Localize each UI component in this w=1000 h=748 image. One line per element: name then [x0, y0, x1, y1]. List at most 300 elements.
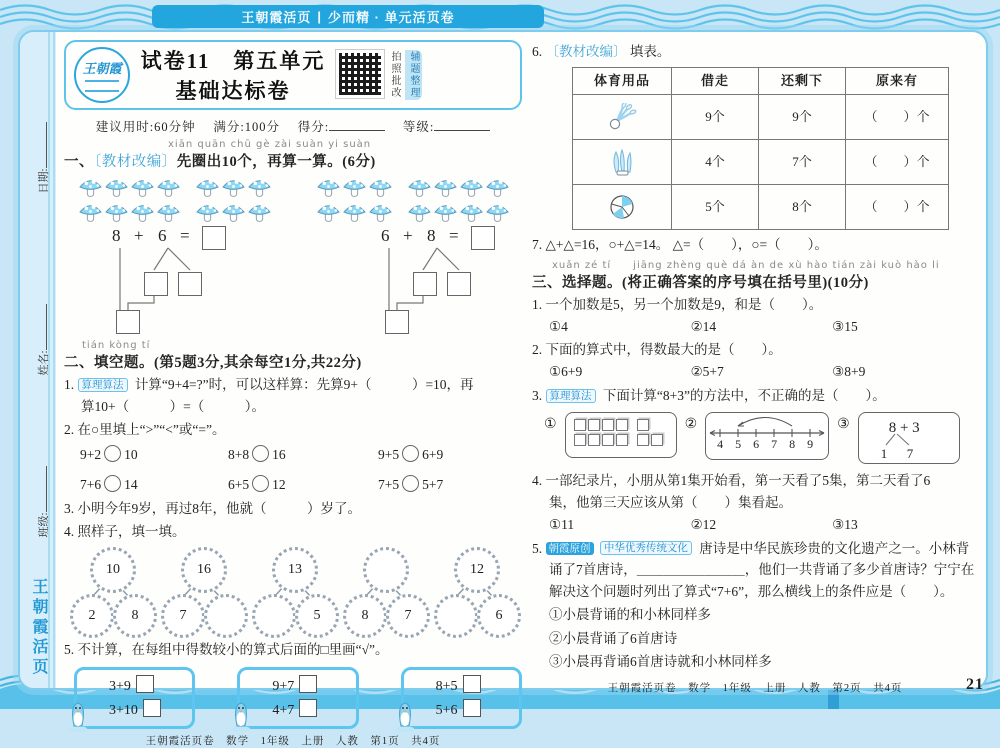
mushroom-icon [433, 175, 458, 199]
adapted-tag: 〔教材改编〕 [545, 44, 627, 59]
sum-group [74, 667, 195, 729]
qr-caption-inner: 拍照批改 [389, 51, 400, 99]
split-box [178, 272, 202, 296]
check-box [136, 675, 154, 693]
mushroom-icon [433, 200, 458, 224]
equals-sign: = [449, 226, 459, 245]
flower-total [363, 547, 409, 593]
item-text: 照样子，填一填。 [77, 524, 186, 540]
compare-circle [252, 445, 269, 462]
mushroom-icon [368, 175, 393, 199]
cube-icon [651, 434, 663, 446]
decomposition-exercises [94, 226, 522, 336]
cube-icon [574, 419, 586, 431]
qr-caption-outer: 辅题整理 [405, 50, 422, 100]
make-ten-box [385, 310, 409, 334]
banner-subtitle: 少而精 · 单元活页卷 [328, 10, 455, 25]
cube-icon [574, 434, 586, 446]
choice-option: ①6+9 [549, 364, 583, 380]
mushroom-cluster [195, 175, 272, 224]
item-number: 4. [532, 473, 543, 489]
flower-part: 7 [161, 594, 205, 638]
sum-group [401, 667, 522, 729]
cube-icon [637, 419, 649, 431]
table-row [573, 94, 949, 139]
penguin-mascot-icon [67, 700, 89, 732]
question-text: 唐诗是中华民族珍贵的文化遗产之一。小林背 [699, 540, 970, 556]
borrowed-cell: 5个 [672, 184, 759, 229]
plus-sign: + [403, 226, 413, 245]
choices-row [549, 361, 978, 383]
page-number: 21 [966, 676, 984, 694]
expression-row [436, 675, 519, 699]
right-page-footer [532, 676, 984, 695]
section3-heading [532, 271, 978, 292]
flower-tree [343, 547, 425, 637]
original-badge: 朝霞原创 [546, 542, 594, 555]
date-field [35, 103, 51, 213]
expression: 4+7 [272, 702, 295, 718]
cube-icon [637, 434, 649, 446]
flower-part: 8 [343, 594, 387, 638]
fill-item-2 [64, 419, 522, 497]
date-blank [37, 122, 47, 168]
mushroom-cluster [78, 175, 181, 224]
penguin-mascot-icon [230, 700, 252, 732]
flower-part: 6 [477, 594, 521, 638]
tick-label: 7 [771, 437, 778, 452]
question-text: 下面计算“8+3”的方法中，不正确的是（ ）。 [602, 388, 886, 404]
borrowed-cell: 9个 [672, 94, 759, 139]
left-page [64, 40, 522, 748]
choice-option: ①小晨背诵的和小林同样多 [549, 607, 711, 623]
original-cell: （ ）个 [846, 184, 949, 229]
sum-group [237, 667, 358, 729]
choices-row [549, 316, 978, 338]
mushroom-icon [342, 200, 367, 224]
section1-points: (6分) [342, 154, 376, 170]
mushroom-row [316, 200, 393, 224]
split-box [447, 272, 471, 296]
right-page [532, 40, 984, 695]
addend-2: 8 [427, 226, 436, 245]
mushroom-icon [459, 200, 484, 224]
choice-option: ①11 [549, 516, 575, 532]
item-text: 计算“9+4=?”时，可以这样算：先算9+（ ）=10，再 [134, 377, 474, 392]
class-label: 班级: [38, 512, 50, 538]
section1-number: 一、 [64, 154, 94, 170]
name-label: 姓名: [38, 350, 50, 376]
compare-circle [252, 475, 269, 492]
check-box [463, 699, 481, 717]
cube-group [637, 434, 663, 446]
grade-label: 等级: [402, 120, 435, 134]
tick-label: 9 [807, 437, 814, 452]
item-number: 3. [64, 501, 75, 517]
choice-question-5 [532, 538, 978, 674]
mushroom-icon [130, 200, 155, 224]
section2-pinyin: tián kòng tí [82, 340, 151, 351]
item-text: 填表。 [629, 44, 671, 59]
item-text: 在○里填上“>”“<”或“=”。 [77, 421, 226, 437]
logo-text: 王朝霞 [82, 61, 122, 76]
compare-circle [402, 445, 419, 462]
section2-title: 填空题。 [94, 355, 154, 371]
cube-group [574, 419, 628, 431]
item-text: 小明今年9岁，再过8年，他就（ ）岁了。 [77, 501, 361, 517]
date-label: 日期: [38, 168, 50, 194]
qr-block [336, 50, 512, 100]
cube-icon [616, 434, 628, 446]
make-ten-box [116, 310, 140, 334]
comparison-cell [378, 444, 522, 466]
original-cell: （ ）个 [846, 94, 949, 139]
item-icon-cell [573, 184, 672, 229]
number-bond-flowers [70, 547, 522, 637]
table-header-row [573, 67, 949, 94]
addend-2: 6 [158, 226, 167, 245]
ball-icon [608, 193, 636, 221]
mushroom-icon [368, 200, 393, 224]
comparison-cell [378, 474, 522, 496]
flower-part: 2 [70, 594, 114, 638]
tick-label: 8 [789, 437, 796, 452]
flower-part [434, 594, 478, 638]
choice-option: ③小晨再背诵6首唐诗就和小林同样多 [549, 654, 772, 670]
check-box [299, 675, 317, 693]
mushroom-row [195, 175, 272, 199]
item-number: 4. [64, 524, 75, 540]
score-label: 得分: [297, 120, 330, 134]
sports-equipment-table [572, 67, 949, 230]
item-number: 3. [532, 388, 543, 404]
cube-row [574, 434, 670, 446]
fill-item-4 [64, 521, 522, 637]
answer-box [202, 226, 226, 250]
mushroom-icon [130, 175, 155, 199]
cube-group [637, 419, 649, 431]
mushroom-icon [485, 175, 510, 199]
question-text: 下面的算式中，得数最大的是（ ）。 [545, 342, 782, 358]
answer-box [471, 226, 495, 250]
equals-sign: = [180, 226, 190, 245]
test-meta-line [64, 117, 522, 135]
right-expression: 10 [124, 446, 138, 462]
decomposition-diagram [858, 412, 960, 464]
column-header: 原来有 [846, 67, 949, 94]
flower-total: 10 [90, 547, 136, 593]
mushroom-icon [78, 175, 103, 199]
culture-badge: 中华优秀传统文化 [600, 541, 692, 555]
expression: 5+6 [435, 702, 458, 718]
expression-row [109, 699, 192, 723]
flower-tree [252, 547, 334, 637]
column-header: 体育用品 [573, 67, 672, 94]
check-box [463, 675, 481, 693]
suggested-time: 建议用时:60分钟 [95, 120, 196, 134]
right-expression: 16 [272, 446, 286, 462]
flower-part: 8 [113, 594, 157, 638]
section1-pinyin: xiān quān chū gè zài suàn yi suàn [168, 139, 372, 150]
mushroom-row [316, 175, 393, 199]
remaining-cell: 7个 [759, 139, 846, 184]
choice-question-3 [532, 385, 978, 464]
mushroom-icon [221, 175, 246, 199]
check-box [299, 699, 317, 717]
plus-sign: + [134, 226, 144, 245]
item-number: 6. [532, 44, 543, 59]
name-blank [37, 304, 47, 350]
choices-row [549, 514, 978, 536]
choice-option: ②小晨背诵了6首唐诗 [549, 630, 678, 646]
fill-item-1 [64, 374, 522, 418]
check-box [143, 699, 161, 717]
worksheet-paper [18, 30, 988, 747]
choice-option: ③15 [832, 318, 858, 334]
flower-part [252, 594, 296, 638]
item-number: 7. [532, 236, 543, 252]
adapted-tag: 〔教材改编〕 [94, 154, 177, 170]
item-text: 不计算，在每组中得数较小的算式后面的□里画“√”。 [77, 642, 389, 658]
right-expression: 14 [124, 477, 138, 493]
item-text: △+△=16，○+△=14。 △=（ ），○=（ ）。 [545, 236, 828, 252]
item-text: 算10+（ ）=（ ）。 [81, 398, 265, 414]
mushroom-icon [316, 200, 341, 224]
penguin-mascot-icon [394, 700, 416, 732]
comparison-cell [80, 444, 228, 466]
addend-1: 8 [112, 226, 121, 245]
expression: 3+10 [109, 702, 138, 718]
score-blank [329, 120, 385, 131]
flower-part [204, 594, 248, 638]
brand-name: 王朝霞活页 [241, 10, 312, 25]
class-blank [37, 466, 47, 512]
mushroom-icon [195, 200, 220, 224]
test-header-box [64, 40, 522, 110]
method-badge: 算理算法 [546, 389, 596, 403]
cube-icon [616, 419, 628, 431]
item-number: 5. [532, 540, 543, 556]
banner-divider: | [317, 9, 323, 24]
publisher-logo [74, 47, 130, 103]
choice-option: ②5+7 [690, 364, 724, 380]
cube-icon [602, 419, 614, 431]
item-number: 2. [532, 342, 543, 358]
cubes-diagram [565, 412, 677, 458]
full-score: 满分:100分 [213, 120, 281, 134]
split-box [413, 272, 437, 296]
left-expression: 9+2 [80, 446, 102, 462]
right-expression: 6+9 [422, 446, 444, 462]
choice-option: ①4 [549, 318, 568, 334]
flower-total: 12 [454, 547, 500, 593]
qr-code-icon [336, 50, 384, 98]
section1-heading [64, 150, 522, 171]
decomposition-1 [94, 226, 253, 336]
decomposition-2 [363, 226, 522, 336]
mushroom-row [195, 200, 272, 224]
left-expression: 9+5 [378, 446, 400, 462]
cube-row [574, 419, 670, 431]
split-number: 1 [880, 446, 888, 462]
question-text: 诵了7首唐诗，＿＿＿＿＿＿＿＿，他们一共背诵了多少首唐诗？宁宁在 [549, 562, 975, 578]
borrowed-cell: 4个 [672, 139, 759, 184]
tick-label: 4 [717, 437, 724, 452]
left-page-footer: 王朝霞活页卷 数学 1年级 上册 人教 第1页 共4页 [145, 735, 441, 747]
choice-question-4 [532, 470, 978, 536]
mushroom-row [407, 200, 510, 224]
expression-row [109, 675, 192, 699]
mushroom-exercise [78, 175, 510, 224]
mushroom-icon [459, 175, 484, 199]
compare-circle [104, 445, 121, 462]
choice-option: ②14 [690, 318, 717, 334]
method-badge: 算理算法 [78, 378, 128, 392]
mushroom-row [407, 175, 510, 199]
mushroom-icon [407, 175, 432, 199]
mushroom-row [78, 200, 181, 224]
mushroom-cluster [316, 175, 393, 224]
smaller-sum-groups [74, 667, 522, 729]
column-header: 还剩下 [759, 67, 846, 94]
item-icon-cell [573, 139, 672, 184]
flower-part: 7 [386, 594, 430, 638]
item-number: 1. [532, 296, 543, 312]
item-number: 5. [64, 642, 75, 658]
expression-row [272, 675, 355, 699]
mushroom-problem-1 [78, 175, 272, 224]
mushroom-problem-2 [316, 175, 510, 224]
table-row [573, 184, 949, 229]
expression: 9+7 [272, 678, 295, 694]
left-expression: 7+6 [80, 477, 102, 493]
item-number: 2. [64, 421, 75, 437]
section2-points: (第5题3分,其余每空1分,共22分) [154, 355, 362, 371]
number-line-labels [711, 435, 819, 454]
diagram-label: ① [544, 417, 557, 433]
fill-item-7 [532, 234, 978, 256]
comparison-cell [228, 444, 378, 466]
comparison-grid [80, 444, 522, 497]
footer-text: 王朝霞活页卷 数学 1年级 上册 人教 第2页 共4页 [607, 683, 903, 695]
mushroom-icon [407, 200, 432, 224]
fill-item-3 [64, 498, 522, 520]
right-expression: 5+7 [422, 477, 444, 493]
section2-heading [64, 351, 522, 372]
question-text: 集，他第三天应该从第（ ）集看起。 [549, 494, 792, 510]
flower-tree [434, 547, 516, 637]
split-box [144, 272, 168, 296]
mushroom-icon [195, 175, 220, 199]
mushroom-icon [104, 175, 129, 199]
mushroom-row [78, 175, 181, 199]
question-text: 一个加数是5，另一个加数是9，和是（ ）。 [545, 296, 823, 312]
question-text: 一部纪录片，小朋从第1集开始看，第一天看了5集，第二天看了6 [545, 473, 931, 489]
choice-option: ③8+9 [832, 364, 866, 380]
expression-row [272, 699, 355, 723]
flower-part: 5 [295, 594, 339, 638]
table-row [573, 139, 949, 184]
remaining-cell: 8个 [759, 184, 846, 229]
flower-total: 16 [181, 547, 227, 593]
cube-group [574, 434, 628, 446]
left-expression: 8+8 [228, 446, 250, 462]
comparison-cell [228, 474, 378, 496]
expression: 8 + 3 [888, 420, 920, 437]
expression: 8+5 [435, 678, 458, 694]
comparison-cell [80, 474, 228, 496]
mushroom-icon [78, 200, 103, 224]
split-number: 7 [906, 446, 914, 462]
left-expression: 7+5 [378, 477, 400, 493]
shuttlecock-icon [607, 103, 637, 131]
spine-brand-logo: 王朝霞活页 [30, 578, 47, 678]
choice-question-1 [532, 294, 978, 338]
compare-circle [402, 475, 419, 492]
mushroom-icon [247, 175, 272, 199]
mushroom-icon [342, 175, 367, 199]
class-field [35, 447, 51, 557]
fill-item-6 [532, 41, 978, 230]
choice-option: ②12 [690, 516, 717, 532]
flower-tree [161, 547, 243, 637]
mushroom-icon [221, 200, 246, 224]
mushroom-icon [316, 175, 341, 199]
tick-label: 6 [753, 437, 760, 452]
left-expression: 6+5 [228, 477, 250, 493]
section3-pinyin: xuǎn zé tí jiāng zhèng què dá àn de xù hào tián zài kuò hào li [552, 259, 940, 271]
section1-title: 先圈出10个，再算一算。 [176, 154, 343, 170]
mushroom-icon [104, 200, 129, 224]
item-icon-cell [573, 94, 672, 139]
compare-circle [104, 475, 121, 492]
cube-icon [602, 434, 614, 446]
series-banner [152, 5, 544, 28]
addend-1: 6 [381, 226, 390, 245]
section3-points: (10分) [827, 274, 869, 291]
section3-title: 选择题。(将正确答案的序号填在括号里) [562, 274, 828, 291]
mushroom-icon [156, 200, 181, 224]
cube-icon [588, 434, 600, 446]
diagram-label: ② [684, 417, 698, 433]
section3-number: 三、 [532, 274, 562, 291]
remaining-cell: 9个 [759, 94, 846, 139]
flower-total: 13 [272, 547, 318, 593]
mushroom-icon [156, 175, 181, 199]
choice-option: ③13 [832, 516, 858, 532]
mushroom-icon [485, 200, 510, 224]
test-title: 试卷11 第五单元基础达标卷 [140, 49, 326, 103]
section2-number: 二、 [64, 355, 94, 371]
method-diagrams [544, 412, 978, 464]
mushroom-icon [247, 200, 272, 224]
number-line-diagram [705, 412, 829, 460]
cube-icon [588, 419, 600, 431]
original-cell: （ ）个 [846, 139, 949, 184]
name-field [35, 285, 51, 395]
question-text: 解决这个问题时列出了算式“7+6”，那么横线上的条件应是（ ）。 [549, 584, 954, 600]
diagram-label: ③ [837, 417, 850, 433]
tick-label: 5 [735, 437, 742, 452]
choice-question-2 [532, 339, 978, 383]
column-header: 借走 [672, 67, 759, 94]
right-expression: 12 [272, 477, 286, 493]
left-margin-strip [20, 32, 56, 688]
shuttlecock-bunch-icon [607, 148, 637, 176]
item-number: 1. [64, 377, 75, 392]
logo-waves-icon [85, 80, 119, 92]
expression-row [436, 699, 519, 723]
